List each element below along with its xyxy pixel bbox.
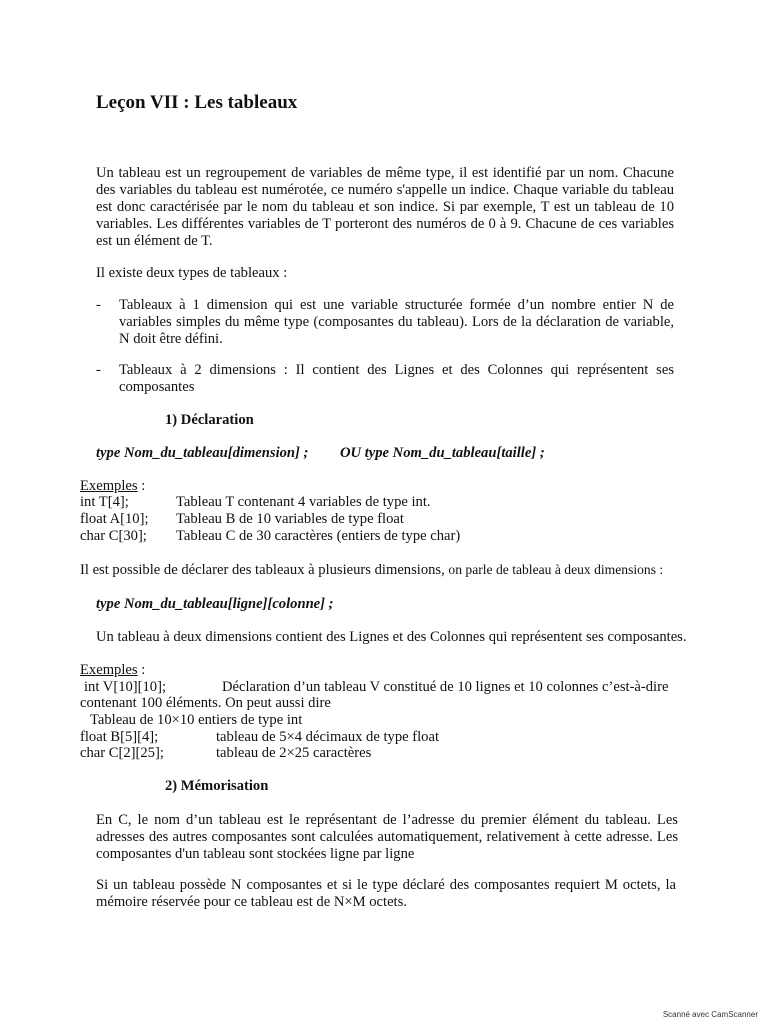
example-code: float B[5][4]; [80,729,159,745]
example-code: float A[10]; [80,511,149,527]
intro-paragraph: Un tableau est un regroupement de variables de même type, il est identifié par un nom. Chacune des variables du tableau est numérotée, ce numéro s'appelle un indice. Chaque variable du tableau est donc caractérisée par le nom du tableau et son indice. Si par exemple, T est un tableau de 10 variables. Les différentes variables de T porteront des numéros de 0 à 9. Chacune de ces variables est un élément de T. [96,165,674,249]
two-dimension-text: Un tableau à deux dimensions contient des Lignes et des Colonnes qui représentent ses composantes. [96,629,687,645]
multi-dimension-text: Il est possible de déclarer des tableaux à plusieurs dimensions, on parle de tableau à deux dimensions : [80,562,664,578]
bullet-dash: - [96,297,101,313]
example-description: Tableau C de 30 caractères (entiers de type char) [176,528,461,544]
memorisation-paragraph-2: Si un tableau possède N composantes et si le type déclaré des composantes requiert M octets, la mémoire réservée pour ce tableau est de N×M octets. [96,877,676,910]
bullet-item-1d: Tableaux à 1 dimension qui est une variable structurée formée d’un nombre entier N de variables simples du même type (composantes du tableau). Lors de la déclaration de variable, N doit être défini. [119,297,674,347]
example-code: int V[10][10]; [84,679,167,695]
example-code: char C[2][25]; [80,745,164,761]
example-description: Tableau B de 10 variables de type float [176,511,404,527]
bullet-dash: - [96,362,101,378]
example-description: tableau de 5×4 décimaux de type float [216,729,439,745]
examples-heading: Exemples : [80,662,146,678]
syntax-1d-dimension: type Nom_du_tableau[dimension] ; [96,445,309,461]
page-title: Leçon VII : Les tableaux [96,92,298,113]
memorisation-paragraph-1: En C, le nom d’un tableau est le représentant de l’adresse du premier élément du tableau. Les adresses des autres composantes sont calculées automatiquement, relativement à cette adresse. Les composantes d'un tableau sont stockées ligne par ligne [96,812,678,862]
example-description: Déclaration d’un tableau V constitué de 10 lignes et 10 colonnes c’est-à-dire [222,679,669,695]
example-code: char C[30]; [80,528,147,544]
section-heading-memorisation: 2) Mémorisation [165,778,269,794]
example-code: int T[4]; [80,494,129,510]
scanner-watermark: Scanné avec CamScanner [662,1010,758,1019]
examples-heading: Exemples : [80,478,146,494]
example-description: tableau de 2×25 caractères [216,745,372,761]
example-description: Tableau T contenant 4 variables de type int. [176,494,431,510]
bullet-item-2d: Tableaux à 2 dimensions : Il contient des Lignes et des Colonnes qui représentent ses composantes [119,362,674,395]
example-description-continued: Tableau de 10×10 entiers de type int [90,712,303,728]
syntax-1d-taille: OU type Nom_du_tableau[taille] ; [340,445,545,461]
types-intro: Il existe deux types de tableaux : [96,265,288,281]
example-description-continued: contenant 100 éléments. On peut aussi dire [80,695,331,711]
syntax-2d: type Nom_du_tableau[ligne][colonne] ; [96,596,334,612]
section-heading-declaration: 1) Déclaration [165,412,254,428]
